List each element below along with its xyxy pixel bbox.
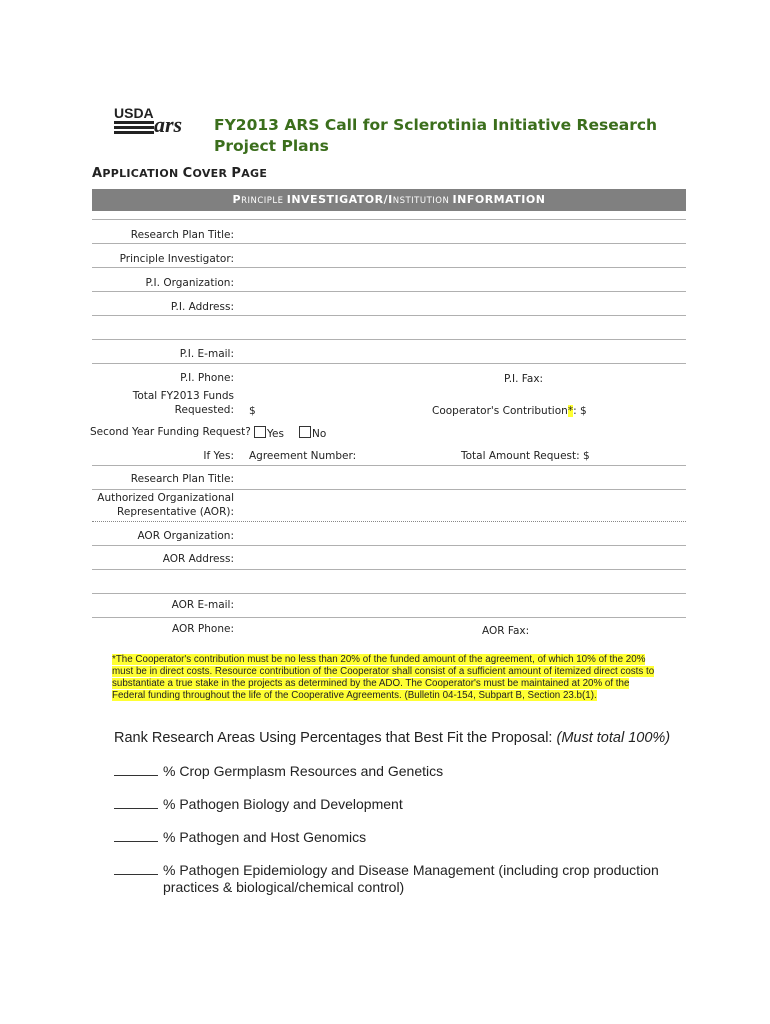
percentage-blank[interactable] bbox=[114, 797, 158, 809]
document-title bbox=[214, 115, 674, 157]
usda-ars-logo bbox=[112, 104, 204, 140]
title-line-1: FY2013 ARS Call for Sclerotinia Initiative Research bbox=[214, 116, 658, 134]
divider bbox=[92, 465, 686, 466]
aor-phone-label: AOR Phone: bbox=[172, 623, 234, 635]
percentage-blank[interactable] bbox=[114, 863, 158, 875]
rank-research-areas-heading: Rank Research Areas Using Percentages that Best Fit the Proposal: (Must total 100%) bbox=[114, 730, 671, 746]
rank-item: % Pathogen and Host Genomics bbox=[114, 829, 653, 846]
svg-text:ars: ars bbox=[154, 112, 183, 137]
svg-text:USDA: USDA bbox=[114, 105, 154, 121]
divider bbox=[92, 243, 686, 244]
no-checkbox[interactable] bbox=[299, 426, 311, 438]
agreement-number-label: Agreement Number: bbox=[249, 450, 357, 462]
funds-dollar-sign: $ bbox=[249, 405, 256, 417]
yes-option[interactable]: Yes bbox=[254, 426, 284, 440]
total-funds-label: Total FY2013 Funds Requested: bbox=[132, 390, 234, 416]
cooperator-contribution-note: *The Cooperator's contribution must be no less than 20% of the funded amount of the agreement, of which 10% of the 20% must be in direct costs. Resource contribution of the Cooperator shall consist of a sufficient amount of itemized direct costs to substantiate a true stake in the projects as determined by the ADO. The Cooperator's must be maintained at 20% of the Federal funding throughout the life of the Cooperative Agreements. (Bulletin 04-154, Subpart B, Section 23.b(1). bbox=[112, 654, 655, 701]
research-plan-title-2-label: Research Plan Title: bbox=[130, 473, 234, 485]
second-year-label: Second Year Funding Request? bbox=[90, 426, 251, 438]
divider bbox=[92, 219, 686, 220]
divider bbox=[92, 291, 686, 292]
percentage-blank[interactable] bbox=[114, 830, 158, 842]
research-plan-title-label: Research Plan Title: bbox=[130, 229, 234, 241]
if-yes-label: If Yes: bbox=[203, 450, 234, 462]
aor-organization-label: AOR Organization: bbox=[137, 530, 234, 542]
no-option[interactable]: No bbox=[299, 426, 326, 440]
rank-item: % Crop Germplasm Resources and Genetics bbox=[114, 763, 653, 780]
divider bbox=[92, 339, 686, 340]
aor-email-label: AOR E-mail: bbox=[171, 599, 234, 611]
aor-address-label: AOR Address: bbox=[162, 553, 234, 565]
title-line-2: Project Plans bbox=[214, 137, 329, 155]
pi-email-label: P.I. E-mail: bbox=[179, 348, 234, 360]
divider bbox=[92, 545, 686, 546]
rank-item: % Pathogen Epidemiology and Disease Management (including crop production practices & biological/chemical control) bbox=[114, 862, 663, 896]
section-header-bar: PRINCIPLE INVESTIGATOR/INSTITUTION INFORMATION bbox=[92, 189, 686, 211]
principle-investigator-label: Principle Investigator: bbox=[119, 253, 234, 265]
divider bbox=[92, 617, 686, 618]
divider bbox=[92, 489, 686, 490]
divider bbox=[92, 363, 686, 364]
aor-label: Authorized Organizational Representative (AOR): bbox=[97, 492, 234, 518]
rank-item: % Pathogen Biology and Development bbox=[114, 796, 653, 813]
pi-phone-label: P.I. Phone: bbox=[180, 372, 234, 384]
aor-fax-label: AOR Fax: bbox=[482, 625, 530, 637]
application-cover-page-label: APPLICATION COVER PAGE bbox=[92, 166, 268, 181]
divider bbox=[92, 569, 686, 570]
divider bbox=[92, 521, 686, 522]
total-amount-request-label: Total Amount Request: $ bbox=[461, 450, 590, 462]
yes-checkbox[interactable] bbox=[254, 426, 266, 438]
pi-organization-label: P.I. Organization: bbox=[145, 277, 234, 289]
divider bbox=[92, 267, 686, 268]
divider bbox=[92, 593, 686, 594]
percentage-blank[interactable] bbox=[114, 764, 158, 776]
pi-address-label: P.I. Address: bbox=[170, 301, 234, 313]
cooperators-contribution-label: Cooperator's Contribution*: $ bbox=[432, 405, 587, 417]
divider bbox=[92, 315, 686, 316]
pi-fax-label: P.I. Fax: bbox=[504, 373, 544, 385]
